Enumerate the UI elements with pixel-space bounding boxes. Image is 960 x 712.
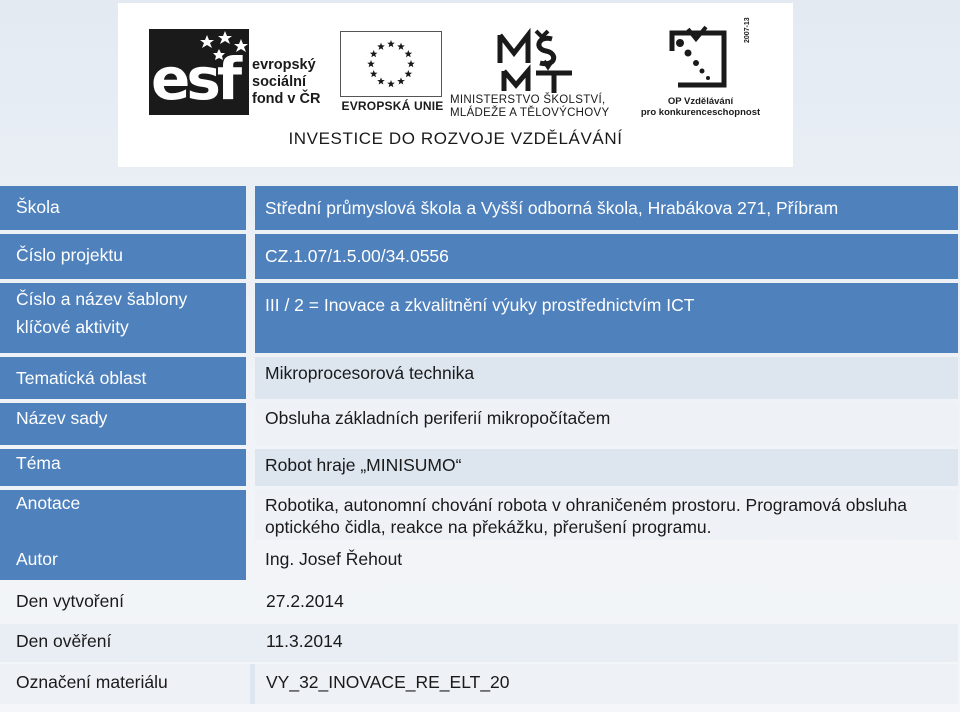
row-label: Název sady [0,403,246,445]
table-row [0,234,958,279]
msmt-text-line: MLÁDEŽE A TĚLOVÝCHOVY [450,107,610,119]
table-row [0,449,958,486]
row-label: Autor [0,540,246,580]
row-value: Ing. Josef Řehout [265,549,403,569]
row-value: Robot hraje „MINISUMO“ [255,449,958,486]
esf-text-line: fond v ČR [252,91,321,107]
table-row [0,490,958,540]
row-value: 11.3.2014 [266,631,343,651]
row-value: Mikroprocesorová technika [255,357,958,399]
row-label: Škola [0,186,246,230]
row-value: Obsluha základních periferií mikropočítačem [255,403,958,445]
row-label: Den vytvoření [16,591,124,611]
esf-text-line: sociální [252,74,306,90]
row-value: VY_32_INOVACE_RE_ELT_20 [255,664,958,704]
row-value: 27.2.2014 [266,591,344,611]
table-row [0,664,958,704]
row-label: Den ověření [16,631,112,651]
esf-logo-word: esf [151,45,239,113]
slogan: INVESTICE DO ROZVOJE VZDĚLÁVÁNÍ [288,129,623,148]
eu-text: EVROPSKÁ UNIE [341,99,444,113]
row-label: Číslo projektu [0,234,246,279]
table-row [0,357,958,399]
table-row [0,624,958,662]
table-row [0,283,958,353]
table-row [0,186,958,230]
esf-text-line: evropský [252,57,316,73]
row-value: Střední průmyslová škola a Vyšší odborná škola, Hrabákova 271, Příbram [255,186,958,230]
msmt-text-line: MINISTERSTVO ŠKOLSTVÍ, [450,94,606,106]
row-value: CZ.1.07/1.5.00/34.0556 [255,234,958,279]
op-text-line: pro konkurenceschopnost [640,107,761,118]
op-text-line: OP Vzdělávání [667,96,734,107]
op-years: 2007-13 [744,17,751,43]
row-label: Číslo a název šablony klíčové aktivity [0,283,246,353]
table-row [0,584,958,622]
table-row [0,403,958,445]
row-value: III / 2 = Inovace a zkvalitnění výuky prostřednictvím ICT [255,283,958,353]
table-row [0,540,958,580]
row-value: Robotika, autonomní chování robota v ohraničeném prostoru. Programová obsluha optického čidla, reakce na překážku, přerušení programu. [255,490,958,540]
row-label: Anotace [0,490,246,540]
row-label: Označení materiálu [0,664,250,704]
row-label: Téma [0,449,246,486]
row-label: Tematická oblast [0,357,246,399]
